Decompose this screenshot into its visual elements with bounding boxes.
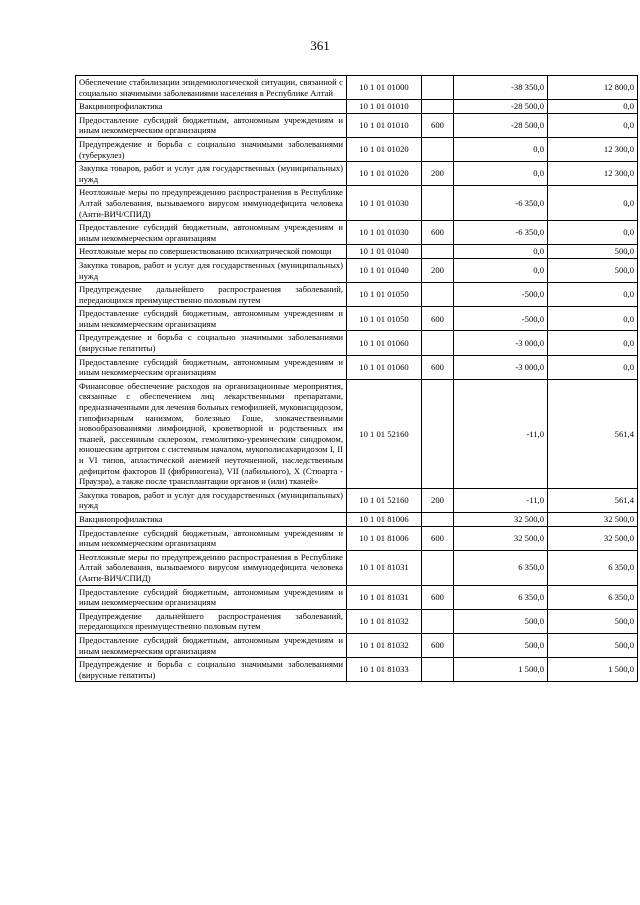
amount-change-cell: -3 000,0 [454, 355, 548, 379]
expense-type-cell [422, 186, 454, 221]
amount-change-cell: 6 350,0 [454, 585, 548, 609]
expense-name-cell: Неотложные меры по совершенствованию психиатрической помощи [76, 245, 347, 259]
expense-name-cell: Предоставление субсидий бюджетным, автономным учреждениям и иным некоммерческим организациям [76, 221, 347, 245]
amount-next-cell: 12 800,0 [548, 76, 638, 100]
amount-change-cell: -28 500,0 [454, 113, 548, 137]
amount-next-cell: 0,0 [548, 221, 638, 245]
table-row [76, 379, 638, 488]
amount-change-cell: -500,0 [454, 307, 548, 331]
expense-type-cell [422, 245, 454, 259]
expense-type-cell: 600 [422, 633, 454, 657]
table-row [76, 355, 638, 379]
target-code-cell: 10 1 01 01050 [347, 283, 422, 307]
expense-name-cell: Обеспечение стабилизации эпидемиологической ситуации, связанной с социально значимыми заболеваниями населения в Республике Алтай [76, 76, 347, 100]
amount-change-cell: -11,0 [454, 379, 548, 488]
target-code-cell: 10 1 01 01040 [347, 245, 422, 259]
expense-type-cell: 600 [422, 585, 454, 609]
table-row [76, 307, 638, 331]
expense-type-cell: 200 [422, 488, 454, 512]
amount-next-cell: 0,0 [548, 186, 638, 221]
table-row [76, 512, 638, 526]
expense-name-cell: Предупреждение дальнейшего распространения заболеваний, передающихся преимущественно половым путем [76, 609, 347, 633]
expense-type-cell: 200 [422, 258, 454, 282]
target-code-cell: 10 1 01 81032 [347, 633, 422, 657]
expense-name-cell: Предоставление субсидий бюджетным, автономным учреждениям и иным некоммерческим организациям [76, 526, 347, 550]
expense-type-cell: 600 [422, 355, 454, 379]
expense-name-cell: Неотложные меры по предупреждению распространения в Республике Алтай заболевания, вызываемого вирусом иммунодефицита человека (Анти-ВИЧ/СПИД) [76, 186, 347, 221]
table-row [76, 585, 638, 609]
expense-name-cell: Предоставление субсидий бюджетным, автономным учреждениям и иным некоммерческим организациям [76, 633, 347, 657]
amount-change-cell: -500,0 [454, 283, 548, 307]
table-row [76, 331, 638, 355]
target-code-cell: 10 1 01 81006 [347, 526, 422, 550]
amount-next-cell: 0,0 [548, 283, 638, 307]
target-code-cell: 10 1 01 01030 [347, 186, 422, 221]
expense-name-cell: Предоставление субсидий бюджетным, автономным учреждениям и иным некоммерческим организациям [76, 585, 347, 609]
amount-change-cell: 32 500,0 [454, 512, 548, 526]
expense-type-cell [422, 137, 454, 161]
amount-change-cell: 6 350,0 [454, 550, 548, 585]
amount-change-cell: -3 000,0 [454, 331, 548, 355]
budget-table-body [76, 76, 638, 682]
table-row [76, 137, 638, 161]
amount-next-cell: 500,0 [548, 258, 638, 282]
table-row [76, 488, 638, 512]
amount-next-cell: 1 500,0 [548, 658, 638, 682]
table-row [76, 258, 638, 282]
expense-type-cell [422, 658, 454, 682]
amount-change-cell: 500,0 [454, 609, 548, 633]
amount-change-cell: 0,0 [454, 258, 548, 282]
amount-change-cell: 0,0 [454, 245, 548, 259]
table-row [76, 113, 638, 137]
expense-name-cell: Предупреждение и борьба с социально значимыми заболеваниями (вирусные гепатиты) [76, 658, 347, 682]
page-number: 361 [310, 38, 330, 53]
amount-change-cell: 1 500,0 [454, 658, 548, 682]
target-code-cell: 10 1 01 81033 [347, 658, 422, 682]
target-code-cell: 10 1 01 81006 [347, 512, 422, 526]
expense-type-cell [422, 379, 454, 488]
expense-name-cell: Закупка товаров, работ и услуг для государственных (муниципальных) нужд [76, 258, 347, 282]
target-code-cell: 10 1 01 01000 [347, 76, 422, 100]
expense-name-cell: Финансовое обеспечение расходов на организационные мероприятия, связанные с обеспечением лиц лекарственными препаратами, предназначенными для лечения больных гемофилией, муковисцидозом, гипофизарным нанизмом, болезнью Гоше, злокачественными новообразованиями лимфоидной, кроветворной и родственных им тканей, рассеянным склерозом, гемолитико-уремическим синдромом, юношеским артритом с системным началом, мукополисахаридозом I, II и VI типов, апластической анемией неуточненной, наследственным дефицитом факторов II (фибриногена), VII (лабильного), X (Стюарта - Прауэра), а также после трансплантации органов и (или) тканей» [76, 379, 347, 488]
amount-change-cell: 0,0 [454, 162, 548, 186]
amount-change-cell: 32 500,0 [454, 526, 548, 550]
amount-next-cell: 500,0 [548, 245, 638, 259]
target-code-cell: 10 1 01 81031 [347, 550, 422, 585]
expense-type-cell [422, 283, 454, 307]
table-row [76, 283, 638, 307]
table-row [76, 526, 638, 550]
expense-name-cell: Предоставление субсидий бюджетным, автономным учреждениям и иным некоммерческим организациям [76, 355, 347, 379]
amount-next-cell: 561,4 [548, 488, 638, 512]
expense-type-cell [422, 512, 454, 526]
expense-type-cell: 600 [422, 526, 454, 550]
amount-next-cell: 561,4 [548, 379, 638, 488]
expense-name-cell: Вакцинопрофилактика [76, 512, 347, 526]
amount-next-cell: 0,0 [548, 355, 638, 379]
expense-type-cell [422, 609, 454, 633]
target-code-cell: 10 1 01 01010 [347, 100, 422, 114]
amount-next-cell: 12 300,0 [548, 137, 638, 161]
expense-name-cell: Закупка товаров, работ и услуг для государственных (муниципальных) нужд [76, 488, 347, 512]
target-code-cell: 10 1 01 01020 [347, 137, 422, 161]
table-row [76, 76, 638, 100]
amount-change-cell: -6 350,0 [454, 221, 548, 245]
amount-next-cell: 6 350,0 [548, 585, 638, 609]
expense-type-cell: 600 [422, 221, 454, 245]
target-code-cell: 10 1 01 01050 [347, 307, 422, 331]
expense-type-cell: 200 [422, 162, 454, 186]
amount-next-cell: 6 350,0 [548, 550, 638, 585]
expense-type-cell: 600 [422, 113, 454, 137]
target-code-cell: 10 1 01 52160 [347, 488, 422, 512]
expense-type-cell [422, 331, 454, 355]
table-row [76, 100, 638, 114]
expense-type-cell [422, 76, 454, 100]
table-row [76, 186, 638, 221]
table-row [76, 221, 638, 245]
target-code-cell: 10 1 01 81031 [347, 585, 422, 609]
expense-name-cell: Предупреждение и борьба с социально значимыми заболеваниями (вирусные гепатиты) [76, 331, 347, 355]
expense-type-cell [422, 550, 454, 585]
target-code-cell: 10 1 01 52160 [347, 379, 422, 488]
amount-next-cell: 32 500,0 [548, 512, 638, 526]
amount-change-cell: 500,0 [454, 633, 548, 657]
amount-change-cell: 0,0 [454, 137, 548, 161]
table-row [76, 245, 638, 259]
target-code-cell: 10 1 01 01060 [347, 331, 422, 355]
amount-change-cell: -11,0 [454, 488, 548, 512]
target-code-cell: 10 1 01 01040 [347, 258, 422, 282]
table-row [76, 658, 638, 682]
expense-name-cell: Предоставление субсидий бюджетным, автономным учреждениям и иным некоммерческим организациям [76, 307, 347, 331]
target-code-cell: 10 1 01 01020 [347, 162, 422, 186]
expense-name-cell: Предоставление субсидий бюджетным, автономным учреждениям и иным некоммерческим организациям [76, 113, 347, 137]
budget-table [75, 75, 638, 682]
expense-name-cell: Вакцинопрофилактика [76, 100, 347, 114]
expense-name-cell: Предупреждение дальнейшего распространения заболеваний, передающихся преимущественно половым путем [76, 283, 347, 307]
expense-type-cell: 600 [422, 307, 454, 331]
expense-name-cell: Предупреждение и борьба с социально значимыми заболеваниями (туберкулез) [76, 137, 347, 161]
expense-name-cell: Неотложные меры по предупреждению распространения в Республике Алтай заболевания, вызываемого вирусом иммунодефицита человека (Анти-ВИЧ/СПИД) [76, 550, 347, 585]
amount-change-cell: -38 350,0 [454, 76, 548, 100]
expense-name-cell: Закупка товаров, работ и услуг для государственных (муниципальных) нужд [76, 162, 347, 186]
table-row [76, 609, 638, 633]
amount-next-cell: 0,0 [548, 307, 638, 331]
amount-next-cell: 500,0 [548, 609, 638, 633]
expense-type-cell [422, 100, 454, 114]
amount-next-cell: 500,0 [548, 633, 638, 657]
target-code-cell: 10 1 01 01010 [347, 113, 422, 137]
amount-next-cell: 0,0 [548, 331, 638, 355]
amount-next-cell: 12 300,0 [548, 162, 638, 186]
table-row [76, 550, 638, 585]
amount-change-cell: -6 350,0 [454, 186, 548, 221]
table-row [76, 162, 638, 186]
amount-change-cell: -28 500,0 [454, 100, 548, 114]
amount-next-cell: 32 500,0 [548, 526, 638, 550]
target-code-cell: 10 1 01 01030 [347, 221, 422, 245]
amount-next-cell: 0,0 [548, 100, 638, 114]
target-code-cell: 10 1 01 01060 [347, 355, 422, 379]
amount-next-cell: 0,0 [548, 113, 638, 137]
target-code-cell: 10 1 01 81032 [347, 609, 422, 633]
table-row [76, 633, 638, 657]
